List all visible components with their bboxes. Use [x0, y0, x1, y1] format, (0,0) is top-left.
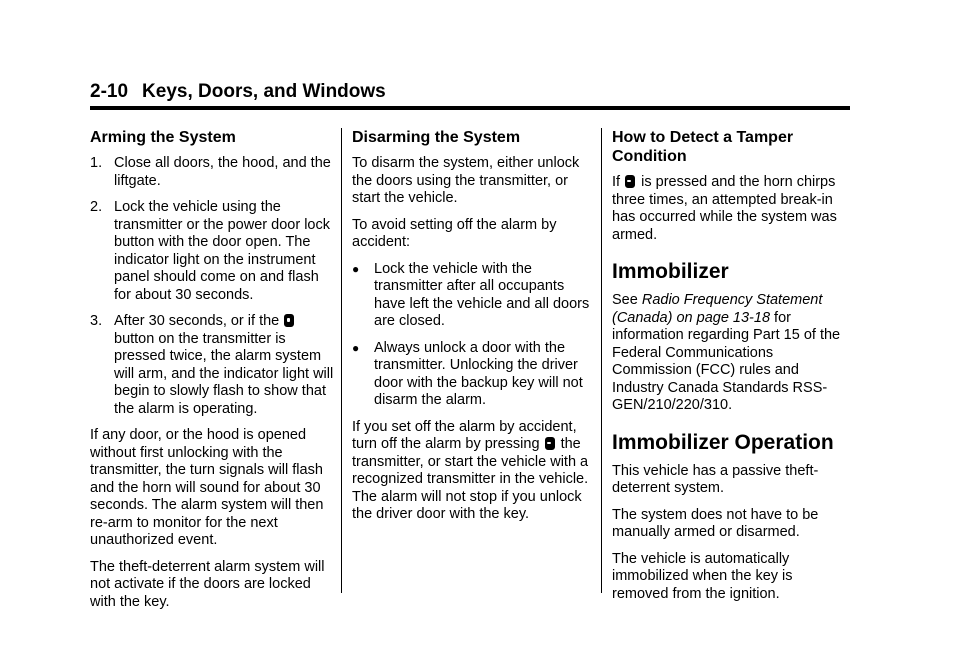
heading-disarming: Disarming the System — [352, 129, 521, 146]
step-text-before: After 30 seconds, or if the — [114, 313, 280, 329]
bullet-text: Always unlock a door with the transmitter. Unlocking the driver door with the backup key will not disarm the alarm. — [374, 339, 583, 408]
paragraph: To avoid setting off the alarm by accident: — [352, 216, 557, 250]
bullet-item — [352, 340, 590, 410]
step-1 — [90, 155, 335, 190]
step-number: 1. — [90, 155, 103, 171]
column-disarming — [352, 128, 590, 533]
section-title: Keys, Doors, and Windows — [142, 81, 386, 102]
bullet-icon: ● — [352, 340, 360, 355]
step-2 — [90, 199, 335, 304]
paragraph: The theft-deterrent alarm system will not activate if the doors are locked with the key. — [90, 558, 325, 610]
bullet-text: Lock the vehicle with the transmitter after all occupants have left the vehicle and all doors are closed. — [374, 260, 590, 329]
paragraph-see — [612, 292, 852, 415]
paragraph-tamper — [612, 174, 852, 244]
text-after-icon: the transmitter, or start the vehicle with a recognized transmitter in the vehicle. The alarm will not stop if you unlock the driver door with the key. — [352, 436, 589, 522]
step-text: Lock the vehicle using the transmitter or the power door lock button with the door open. The indicator light on the instrument panel should come on and flash for about 30 seconds. — [114, 199, 330, 303]
page-header — [90, 80, 850, 104]
column-divider — [341, 128, 342, 593]
cross-reference-link[interactable]: Radio Frequency Statement (Canada) on page 13-18 — [612, 292, 823, 326]
bullet-icon: ● — [352, 261, 360, 276]
text-before-icon: If — [612, 174, 621, 190]
column-tamper — [612, 128, 852, 612]
header-rule — [90, 106, 850, 110]
paragraph: The vehicle is automatically immobilized when the key is removed from the ignition. — [612, 550, 793, 602]
paragraph: This vehicle has a passive theft-deterrent system. — [612, 462, 819, 496]
column-divider — [601, 128, 602, 593]
text-after-icon: is pressed and the horn chirps three times, an attempted break-in has occurred while the system was armed. — [612, 174, 837, 243]
unlock-button-icon — [625, 175, 635, 188]
page-number: 2-10 — [90, 81, 129, 102]
step-number: 2. — [90, 199, 103, 215]
see-label: See — [612, 292, 638, 308]
heading-tamper: How to Detect a Tamper Condition — [612, 129, 794, 165]
step-number: 3. — [90, 313, 103, 329]
column-arming — [90, 128, 335, 620]
paragraph: The system does not have to be manually armed or disarmed. — [612, 506, 819, 540]
paragraph-accident — [352, 419, 590, 524]
step-3 — [90, 313, 335, 418]
unlock-button-icon — [545, 437, 555, 450]
step-text-after: button on the transmitter is pressed twice, the alarm system will arm, and the indicator light will begin to slowly flash to show that the alarm is operating. — [114, 330, 334, 417]
header-text — [90, 80, 850, 104]
heading-arming: Arming the System — [90, 129, 236, 146]
heading-immobilizer-operation: Immobilizer Operation — [612, 430, 834, 454]
step-text: Close all doors, the hood, and the liftgate. — [114, 155, 331, 189]
text-before-icon: If you set off the alarm by accident, turn off the alarm by pressing — [352, 418, 577, 452]
paragraph: If any door, or the hood is opened without first unlocking with the transmitter, the turn signals will flash and the horn will sound for about 30 seconds. The alarm system will then re-arm to monitor for the next unauthorized event. — [90, 427, 324, 548]
bullet-item — [352, 261, 590, 331]
paragraph: To disarm the system, either unlock the doors using the transmitter, or start the vehicle. — [352, 155, 580, 206]
see-text: for information regarding Part 15 of the Federal Communications Commission (FCC) rules and Industry Canada Standards RSS-GEN/210/220/310. — [612, 309, 841, 413]
lock-button-icon — [284, 314, 294, 327]
heading-immobilizer: Immobilizer — [612, 260, 729, 283]
